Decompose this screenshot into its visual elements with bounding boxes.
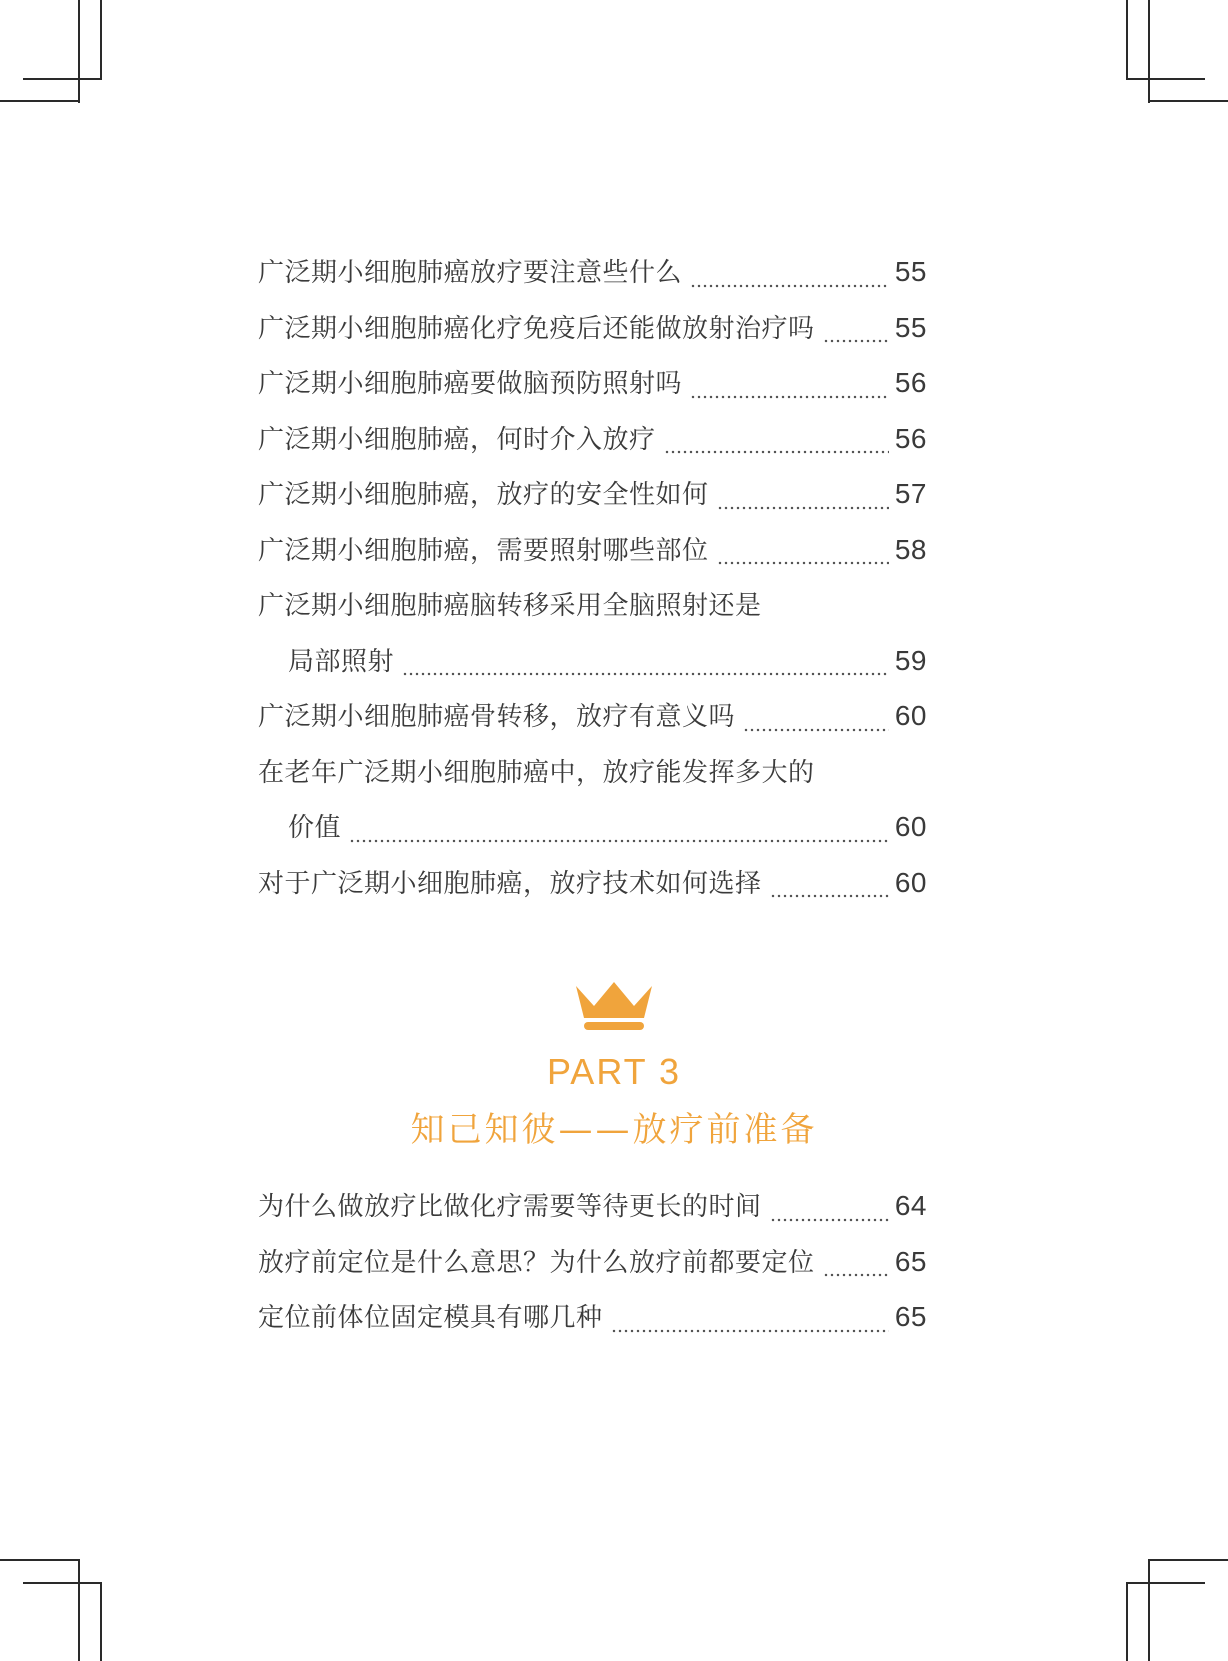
dot-leader (664, 449, 889, 455)
toc-entry-page: 64 (894, 1190, 927, 1221)
toc-entry-title: 对于广泛期小细胞肺癌，放疗技术如何选择 (258, 868, 762, 899)
toc-entry-title: 广泛期小细胞肺癌，何时介入放疗 (258, 424, 656, 455)
dot-leader (823, 1272, 889, 1278)
dot-leader (770, 1217, 889, 1223)
toc-entry-page: 65 (894, 1301, 927, 1332)
dot-leader (349, 838, 889, 844)
toc-section-a (258, 252, 927, 918)
toc-entry[interactable] (258, 252, 927, 308)
toc-entry-page: 60 (894, 866, 927, 898)
dot-leader (611, 1328, 889, 1334)
toc-entry-title: 广泛期小细胞肺癌，放疗的安全性如何 (258, 480, 709, 510)
toc-entry[interactable] (258, 419, 927, 475)
toc-entry-page: 55 (894, 311, 927, 343)
toc-entry[interactable] (258, 1186, 927, 1242)
part-header (0, 980, 1228, 1152)
part-title: 知己知彼——放疗前准备 (410, 1110, 818, 1150)
toc-entry-page: 60 (894, 700, 927, 731)
toc-entry[interactable] (258, 585, 927, 641)
part-label: PART 3 (546, 1051, 682, 1092)
toc-entry-page: 56 (894, 367, 927, 398)
crown-icon (574, 980, 654, 1032)
toc-entry-title: 广泛期小细胞肺癌放疗要注意些什么 (258, 258, 683, 288)
toc-entry-title: 广泛期小细胞肺癌化疗免疫后还能做放射治疗吗 (258, 313, 815, 344)
toc-entry-page: 55 (894, 256, 927, 287)
toc-entry-title: 价值 (288, 813, 342, 843)
toc-entry[interactable] (258, 1297, 927, 1353)
toc-entry-title: 定位前体位固定模具有哪几种 (258, 1303, 603, 1333)
toc-section-b (258, 1186, 927, 1353)
toc-entry[interactable] (258, 474, 927, 530)
toc-entry-page: 59 (894, 644, 927, 676)
dot-leader (690, 394, 889, 400)
toc-entry-title: 广泛期小细胞肺癌骨转移，放疗有意义吗 (258, 702, 736, 732)
toc-entry-page: 60 (894, 811, 927, 842)
toc-entry-title: 广泛期小细胞肺癌，需要照射哪些部位 (258, 535, 709, 566)
toc-entry-title: 广泛期小细胞肺癌脑转移采用全脑照射还是 (258, 591, 762, 621)
toc-entry-continuation[interactable] (258, 807, 927, 863)
toc-entry-title: 广泛期小细胞肺癌要做脑预防照射吗 (258, 369, 683, 399)
toc-entry[interactable] (258, 530, 927, 586)
toc-entry[interactable] (258, 863, 927, 919)
toc-entry[interactable] (258, 696, 927, 752)
toc-entry[interactable] (258, 363, 927, 419)
toc-entry[interactable] (258, 1242, 927, 1298)
toc-entry-page: 65 (894, 1245, 927, 1277)
toc-entry-page: 56 (894, 422, 927, 454)
dot-leader (717, 560, 889, 566)
toc-entry-page: 57 (894, 478, 927, 509)
toc-entry[interactable] (258, 308, 927, 364)
toc-entry-title: 在老年广泛期小细胞肺癌中，放疗能发挥多大的 (258, 757, 815, 788)
toc-entry-continuation[interactable] (258, 641, 927, 697)
toc-entry-title: 局部照射 (288, 646, 395, 677)
dot-leader (743, 727, 889, 733)
dot-leader (690, 283, 889, 289)
toc-entry[interactable] (258, 752, 927, 808)
dot-leader (823, 338, 889, 344)
dot-leader (770, 893, 889, 899)
dot-leader (402, 671, 889, 677)
toc-entry-title: 为什么做放疗比做化疗需要等待更长的时间 (258, 1192, 762, 1222)
toc-entry-title: 放疗前定位是什么意思？为什么放疗前都要定位 (258, 1247, 815, 1278)
dot-leader (717, 505, 889, 511)
toc-entry-page: 58 (894, 533, 927, 565)
